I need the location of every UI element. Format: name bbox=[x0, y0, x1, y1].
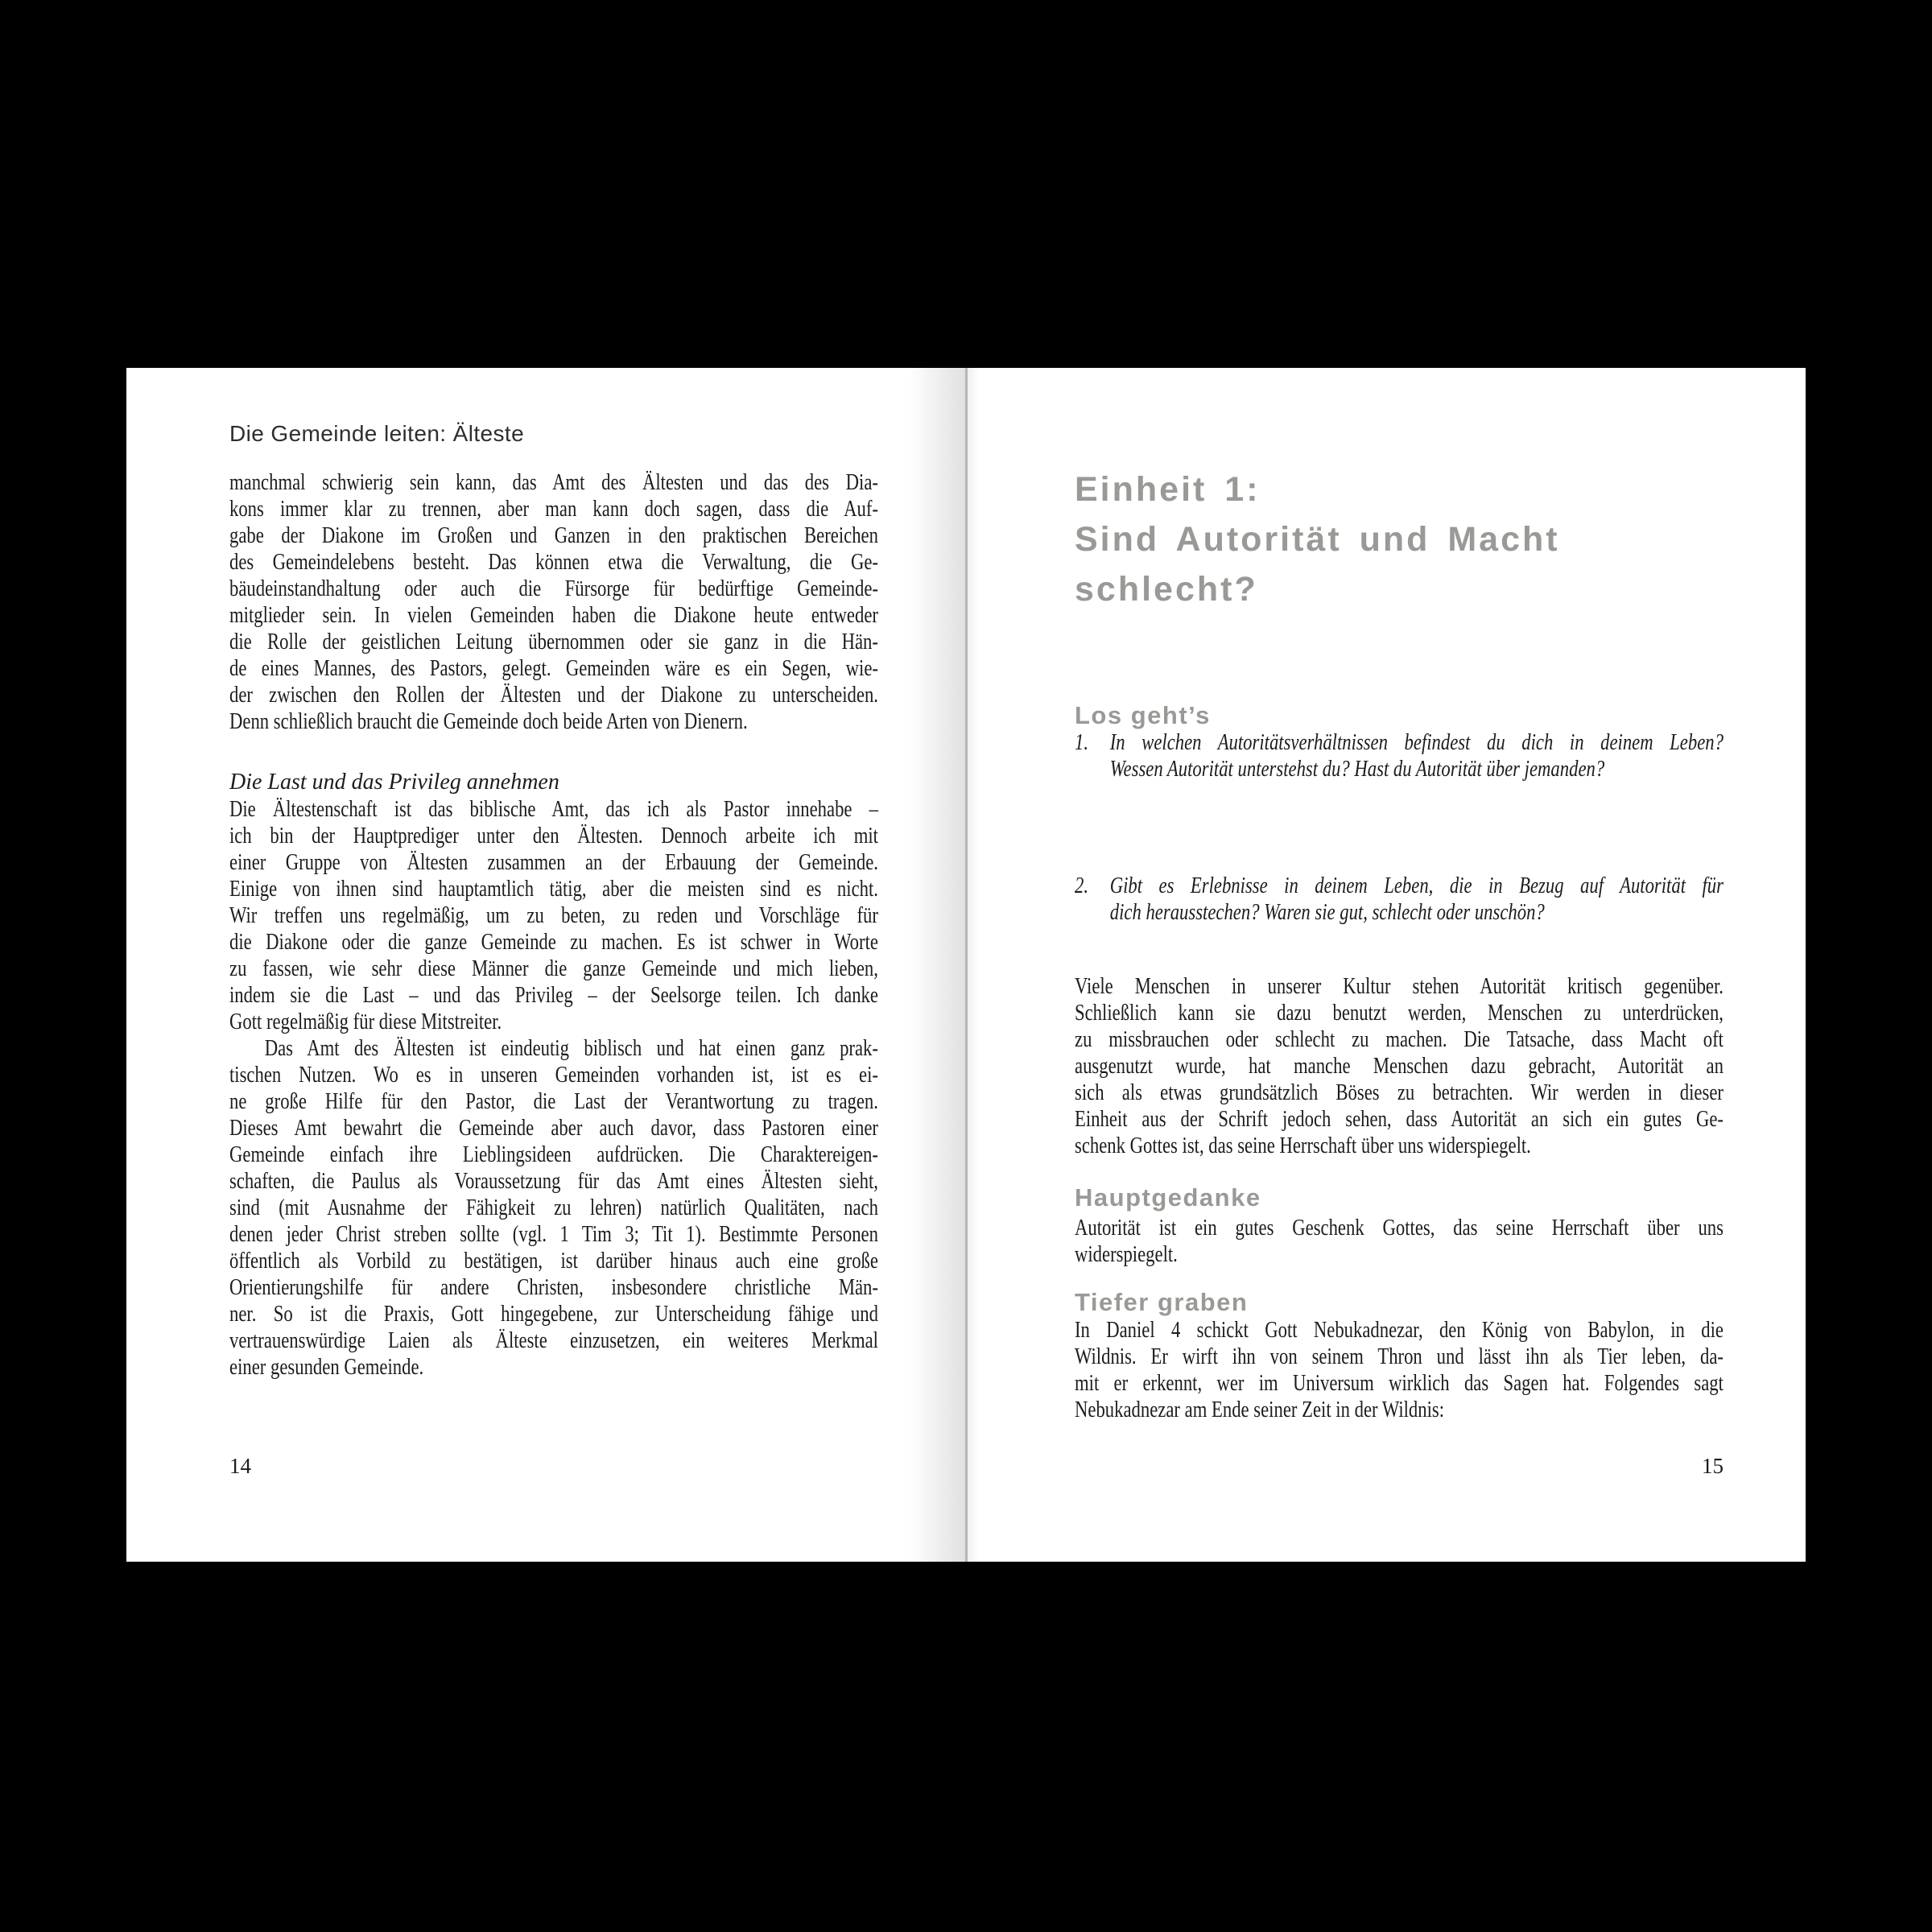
left-page bbox=[229, 368, 878, 1562]
question-1 bbox=[1075, 729, 1724, 782]
page-number-left: 14 bbox=[229, 1454, 251, 1478]
question-1-number: 1. bbox=[1075, 730, 1089, 755]
open-book-spread bbox=[126, 368, 1806, 1562]
question-2-text: Gibt es Erlebnisse in deinem Leben, die in Bezug auf Autorität für dich herausstechen? Waren sie gut, schlecht oder unschön? bbox=[1109, 873, 1724, 925]
left-paragraph-3: Das Amt des Ältesten ist eindeutig biblisch und hat einen ganz prak- tischen Nutzen. Wo es in unseren Gemeinden vorhanden ist, ist es ei- ne große Hilfe für den Pastor, die Last der Verantwortung zu tragen. Dieses Amt bewahrt die Gemeinde aber auch davor, dass Pastoren einer Gemeinde einfach ihre Lieblingsideen aufdrücken. Die Charaktereigen- schaften, die Paulus als Voraussetzung für das Amt eines Ältesten sieht, sind (mit Ausnahme der Fähigkeit zu lehren) natürlich Qualitäten, nach denen jeder Christ streben sollte (vgl. 1 Tim 3; Tit 1). Bestimmte Personen öffentlich als Vorbild zu bestätigen, ist darüber hinaus auch eine große Orientierungshilfe für andere Christen, insbesondere christliche Män- ner. So ist die Praxis, Gott hingegebene, zur Unterscheidung fähige und vertrauenswürdige Laien als Älteste einzusetzen, ein weiteres Merkmal einer gesunden Gemeinde. bbox=[229, 1036, 878, 1380]
intro-paragraph: Viele Menschen in unserer Kultur stehen Autorität kritisch gegenüber. Schließlich kann sie dazu benutzt werden, Menschen zu unterdrücken, zu missbrauchen oder schlecht zu machen. Die Tatsache, dass Macht oft ausgenutzt wurde, hat manche Menschen dazu gebracht, Autorität an sich als etwas grundsätzlich Böses zu betrachten. Wir werden in dieser Einheit aus der Schrift jedoch sehen, dass Autorität an sich ein gutes Ge- schenk Gottes ist, das seine Herrschaft über uns widerspiegelt. bbox=[1075, 974, 1724, 1158]
los-gehts-heading: Los geht’s bbox=[1075, 701, 1211, 729]
question-2 bbox=[1075, 873, 1724, 926]
right-page bbox=[1075, 368, 1724, 1562]
page-gutter-highlight bbox=[968, 368, 979, 1562]
left-paragraph-1: manchmal schwierig sein kann, das Amt des Ältesten und das des Dia- kons immer klar zu trennen, aber man kann doch sagen, dass die Auf- gabe der Diakone im Großen und Ganzen in den praktischen Bereichen des Gemeindelebens besteht. Das können etwa die Verwaltung, die Ge- bäudeinstandhaltung oder auch die Fürsorge für bedürftige Gemeinde- mitglieder sein. In vielen Gemeinden haben die Diakone heute entweder die Rolle der geistlichen Leitung übernommen oder sie ganz in die Hän- de eines Mannes, des Pastors, gelegt. Gemeinden wäre es ein Segen, wie- der zwischen den Rollen der Ältesten und der Diakone zu unterscheiden. Denn schließlich braucht die Gemeinde doch beide Arten von Dienern. bbox=[229, 470, 878, 734]
tiefer-graben-paragraph: In Daniel 4 schickt Gott Nebukadnezar, den König von Babylon, in die Wildnis. Er wirft ihn von seinem Thron und lässt ihn als Tier leben, da- mit er erkennt, wer im Universum wirklich das Sagen hat. Folgendes sagt Nebukadnezar am Ende seiner Zeit in der Wildnis: bbox=[1075, 1318, 1724, 1422]
question-1-text: In welchen Autoritätsverhältnissen befindest du dich in deinem Leben? Wessen Autorität unterstehst du? Hast du Autorität über jemanden? bbox=[1109, 730, 1724, 782]
hauptgedanke-heading: Hauptgedanke bbox=[1075, 1183, 1261, 1212]
hauptgedanke-paragraph: Autorität ist ein gutes Geschenk Gottes, das seine Herrschaft über uns widerspiegelt. bbox=[1075, 1216, 1724, 1267]
running-header: Die Gemeinde leiten: Älteste bbox=[229, 421, 525, 446]
page-number-right: 15 bbox=[1702, 1454, 1724, 1478]
question-2-number: 2. bbox=[1075, 873, 1089, 898]
left-paragraph-2: Die Ältestenschaft ist das biblische Amt, das ich als Pastor innehabe – ich bin der Hauptprediger unter den Ältesten. Dennoch arbeite ich mit einer Gruppe von Ältesten zusammen an der Erbauung der Gemeinde. Einige von ihnen sind hauptamtlich tätig, aber die meisten sind es nicht. Wir treffen uns regelmäßig, um zu beten, zu reden und Vorschläge für die Diakone oder die ganze Gemeinde zu machen. Es ist schwer in Worte zu fassen, wie sehr diese Männer die ganze Gemeinde und mich lieben, indem sie die Last – und das Privileg – der Seelsorge teilen. Ich danke Gott regelmäßig für diese Mitstreiter. bbox=[229, 797, 878, 1034]
section-heading-last-privileg: Die Last und das Privileg annehmen bbox=[229, 770, 559, 795]
unit-title: Einheit 1: Sind Autorität und Macht schlecht? bbox=[1075, 470, 1560, 609]
tiefer-graben-heading: Tiefer graben bbox=[1075, 1288, 1249, 1316]
page-gutter-shadow bbox=[910, 368, 966, 1562]
